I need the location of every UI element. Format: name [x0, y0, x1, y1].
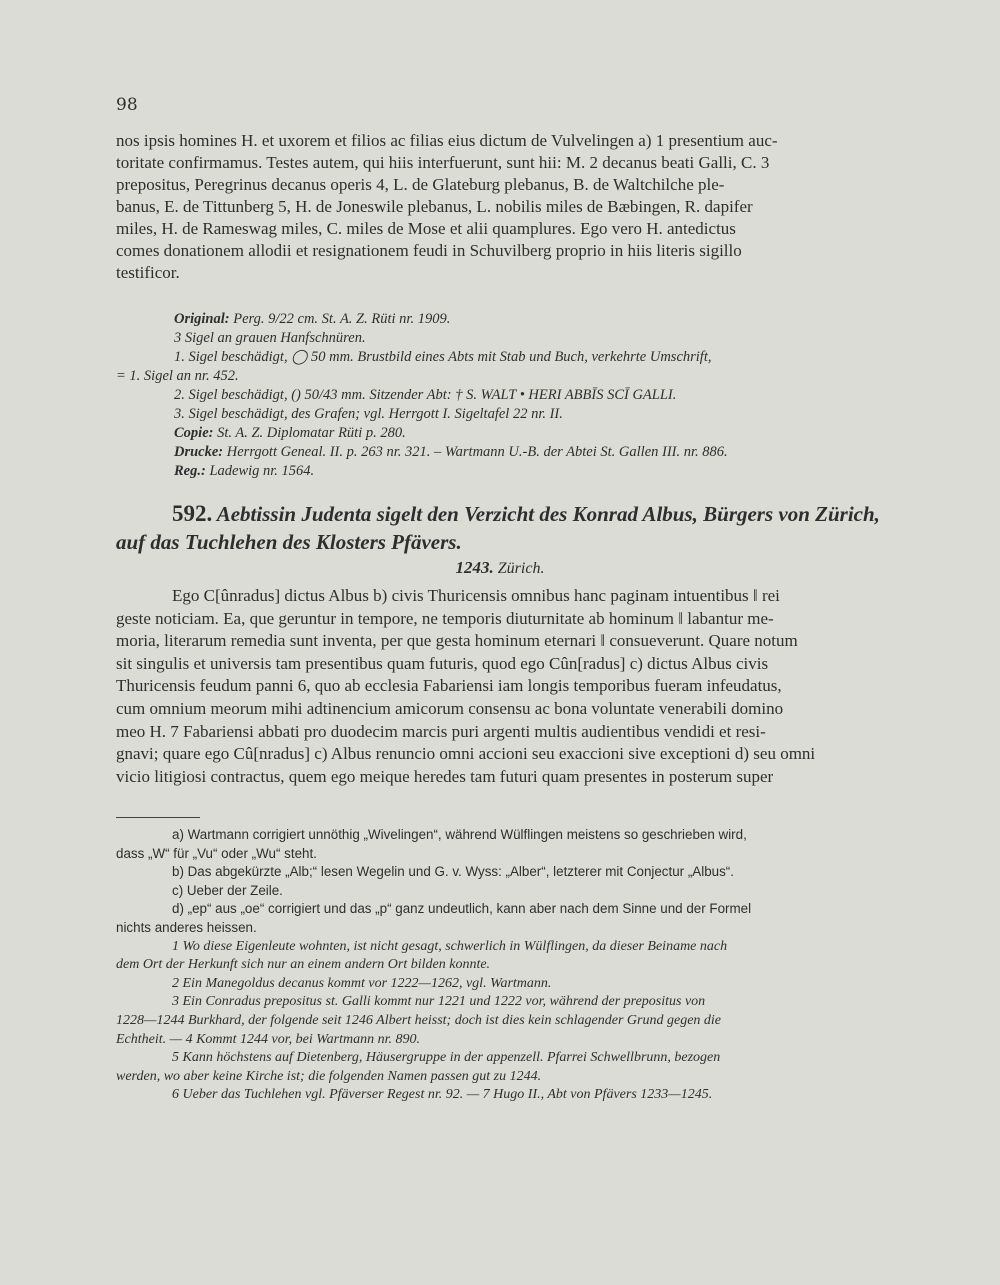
note-text: = 1. Sigel an nr. 452. — [116, 368, 239, 384]
note-text: 3. Sigel beschädigt, des Grafen; vgl. Herrgott I. Sigeltafel 22 nr. II. — [174, 406, 563, 422]
note-text: Perg. 9/22 cm. St. A. Z. Rüti nr. 1909. — [229, 311, 451, 327]
archival-note — [116, 424, 932, 443]
archival-note — [116, 386, 932, 405]
footnote-line: c) Ueber der Zeile. — [172, 882, 283, 898]
footnote-divider — [116, 817, 200, 818]
document-year: 1243. — [455, 558, 494, 577]
footnote-line: dass „W“ für „Vu“ oder „Wu“ steht. — [116, 845, 317, 861]
archival-note — [116, 310, 932, 329]
body-line: sit singulis et universis tam presentibus quam futuris, quod ego Cûn[radus] c) dictus Albus civis — [116, 653, 769, 673]
archival-note — [116, 443, 932, 462]
footnote-line: a) Wartmann corrigiert unnöthig „Wivelingen“, während Wülflingen meistens so geschrieben wird, — [172, 827, 747, 842]
intro-paragraph — [116, 130, 932, 284]
note-label: Reg.: — [174, 463, 206, 479]
intro-line: banus, E. de Tittunberg 5, H. de Joneswile plebanus, L. nobilis miles de Bæbingen, R. dapifer — [116, 197, 753, 216]
note-text: 1. Sigel beschädigt, ◯ 50 mm. Brustbild eines Abts mit Stab und Buch, verkehrte Umschrift, — [174, 349, 712, 365]
archival-notes — [116, 310, 932, 481]
body-line: vicio litigiosi contractus, quem ego meique heredes tam futuri quam presentes in posterum super — [116, 766, 774, 786]
note-text: 3 Sigel an grauen Hanfschnüren. — [174, 330, 366, 346]
document-title-line1: Aebtissin Judenta sigelt den Verzicht des Konrad Albus, Bürgers von Zürich, — [216, 502, 880, 526]
body-line: meo H. 7 Fabariensi abbati pro duodecim marcis puri argenti multis audientibus vendidi et resi- — [116, 721, 766, 741]
archival-note — [116, 462, 932, 481]
heading-line — [116, 500, 932, 528]
document-heading — [116, 500, 932, 556]
footnote-line: Echtheit. — 4 Kommt 1244 vor, bei Wartmann nr. 890. — [116, 1031, 420, 1047]
footnote-line: nichts anderes heissen. — [116, 919, 257, 935]
note-text: Ladewig nr. 1564. — [205, 463, 315, 479]
note-label: Original: — [174, 311, 230, 327]
intro-line: testificor. — [116, 263, 180, 282]
document-place: Zürich. — [497, 560, 545, 577]
footnote-line: 5 Kann höchstens auf Dietenberg, Häusergruppe in der appenzell. Pfarrei Schwellbrunn, bezogen — [172, 1050, 721, 1066]
note-text: Herrgott Geneal. II. p. 263 nr. 321. – Wartmann U.-B. der Abtei St. Gallen III. nr. 886. — [223, 444, 728, 460]
archival-note — [116, 367, 932, 386]
footnote-line: d) „ep“ aus „oe“ corrigiert und das „p“ ganz undeutlich, kann aber nach dem Sinne und der Formel — [172, 901, 752, 917]
body-line: gnavi; quare ego Cû[nradus] c) Albus renuncio omni accioni seu exaccioni sive exceptioni d) seu omni — [116, 744, 816, 764]
dateline — [0, 558, 1000, 578]
document-body — [116, 585, 932, 788]
body-line: Thuricensis feudum panni 6, quo ab ecclesia Fabariensi iam longis temporibus fueram infeudatus, — [116, 676, 782, 696]
note-label: Copie: — [174, 425, 214, 441]
page-number: 98 — [116, 95, 138, 115]
body-line: moria, literarum remedia sunt inventa, per que gesta hominum eternari ‖ consueverunt. Quare notum — [116, 631, 798, 651]
document-title-line2: auf das Tuchlehen des Klosters Pfävers. — [116, 530, 462, 554]
intro-line: nos ipsis homines H. et uxorem et filios ac filias eius dictum de Vulvelingen a) 1 presentium auc- — [116, 131, 778, 150]
body-line: geste noticiam. Ea, que geruntur in tempore, ne temporis diuturnitate ab hominum ‖ labantur me- — [116, 608, 774, 628]
archival-note — [116, 329, 932, 348]
footnote-line: 1228—1244 Burkhard, der folgende seit 1246 Albert heisst; doch ist dies kein schlagender Grund gegen die — [116, 1012, 722, 1028]
footnote-line: b) Das abgekürzte „Alb;“ lesen Wegelin und G. v. Wyss: „Alber“, letzterer mit Conjectur „Albus“. — [172, 864, 734, 880]
note-label: Drucke: — [174, 444, 224, 460]
document-number: 592. — [172, 501, 213, 526]
footnotes — [116, 826, 932, 1105]
note-text: 2. Sigel beschädigt, () 50/43 mm. Sitzender Abt: † S. WALT • HERI ABBĪS SCĪ GALLI. — [174, 387, 677, 403]
footnote-line: 6 Ueber das Tuchlehen vgl. Pfäverser Regest nr. 92. — 7 Hugo II., Abt von Pfävers 1233—1245. — [172, 1087, 713, 1103]
footnote-line: 2 Ein Manegoldus decanus kommt vor 1222—1262, vgl. Wartmann. — [172, 975, 552, 991]
intro-line: miles, H. de Rameswag miles, C. miles de Mose et alii quamplures. Ego vero H. antedictus — [116, 219, 736, 238]
note-text: St. A. Z. Diplomatar Rüti p. 280. — [213, 425, 406, 441]
footnote-line: werden, wo aber keine Kirche ist; die folgenden Namen passen gut zu 1244. — [116, 1068, 542, 1084]
footnote-line: 1 Wo diese Eigenleute wohnten, ist nicht gesagt, schwerlich in Wülflingen, da dieser Beiname nach — [172, 938, 728, 954]
footnote-line: 3 Ein Conradus prepositus st. Galli kommt nur 1221 und 1222 vor, während der prepositus von — [172, 994, 706, 1010]
archival-note — [116, 405, 932, 424]
intro-line: toritate confirmamus. Testes autem, qui hiis interfuerunt, sunt hii: M. 2 decanus beati Galli, C. 3 — [116, 153, 770, 172]
intro-line: prepositus, Peregrinus decanus operis 4, L. de Glateburg plebanus, B. de Waltchilche ple- — [116, 175, 725, 194]
body-line: Ego C[ûnradus] dictus Albus b) civis Thuricensis omnibus hanc paginam intuentibus ‖ rei — [172, 586, 780, 605]
body-line: cum omnium meorum mihi adtinencium amicorum consensu ac bona voluntate venerabili domino — [116, 698, 784, 718]
archival-note — [116, 348, 932, 367]
footnote-line: dem Ort der Herkunft sich nur an einem andern Ort bilden konnte. — [116, 957, 491, 973]
intro-line: comes donationem allodii et resignationem feudi in Schuvilberg proprio in hiis literis sigillo — [116, 241, 742, 260]
